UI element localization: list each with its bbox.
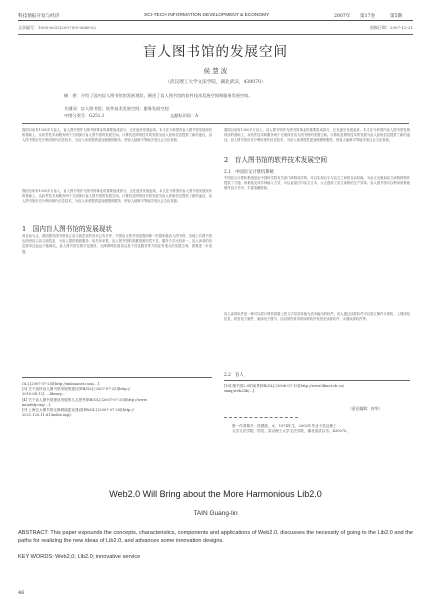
received-date: 收稿日期：2007-12-21 <box>369 25 413 30</box>
section-1-text: 到目前为止，我国建有图书馆设立盲文阅览室的省市已有多家，中国盲文图书馆是我国唯一的国家级盲人图书馆。各地公共图书馆也纷纷设立盲文阅览室，为盲人提供借阅服务。但总体来看，盲人图书馆的馆藏资源仍然不足，服务方式比较单一，盲人读者的信息需求还远远不能满足。盲人图书馆在数字化建设、无障碍网站建设以及个性化服务等方面还有很大的发展空间，需要进一步加强。 <box>22 234 212 254</box>
article-meta <box>18 25 413 32</box>
reference-entry: OL].(2007-07-25)[http://xinhuanet.com/...]. <box>22 382 100 386</box>
section-2-2-heading: 2.2 盲人 <box>224 373 244 378</box>
footnote-divider <box>22 377 212 378</box>
abstract-keywords: 关键词：盲人图书馆；软件技术发展空间；服务发展空间 <box>64 106 169 111</box>
section-2-1-text: 中国盲文计算机系统是由中国科学院有关部门研制成功的，可以实现汉字与盲文之间的自动转换，为盲文出版和盲文读物的制作提供了方便。该系统支持多种输入方式，可以直接打印盲文文本，大大提高了盲文读物的生产效率。盲人图书馆可以利用该系统制作盲文书刊，丰富馆藏资源。 <box>224 176 410 191</box>
introduction-text: 我国目前有1300多万盲人，盲人图书馆作为图书馆事业的重要组成部分，正在逐步发展起来。本文在分析国内盲人图书馆发展现状的基础上，从软件技术和服务两个方面探讨盲人图书馆的发展空间。计算机及网络技术的发展为盲人获取信息提供了新的途径，盲人图书馆应充分利用现代信息技术，为盲人读者提供更加便捷的服务，使盲人能够平等地享受社会文化资源。 <box>22 128 212 143</box>
article-number: 文章编号：1005-6033(2007)05-0046-02 <box>18 25 97 30</box>
header-volume: 第17卷 <box>360 14 376 19</box>
divider <box>224 417 298 418</box>
reference-entry: 2021.120.11.61/index.asp]. <box>22 413 72 418</box>
document-code: 文献标识码：A <box>170 113 199 118</box>
english-author: TAIN Guang-lin <box>193 510 238 517</box>
reference-entry: [3] 关于加快盲人图书馆发展的建议[EB/OL].(2007-07-25)[http:// <box>22 387 131 392</box>
header-year: 2007年 <box>334 14 351 19</box>
author-bio-line: 大学文法学院，馆员，武汉理工大学文法学院，湖北省武汉市，430070。 <box>232 429 350 434</box>
section-2-heading: 2 盲人图书馆的软件技术发展空间 <box>224 156 328 164</box>
reference-entry: [4] 关于盲人图书馆建设发展的几点思考[EB/OL].(2007-07-25)[http://www. <box>22 397 148 402</box>
section-1-heading: 1 国内盲人图书馆的发展现状 <box>22 225 112 233</box>
author-bio-line: 第一作者简介：侯慧波，女，1974年生，2002年毕业于武汉理工 <box>232 424 337 428</box>
abstract-summary: 摘 要：介绍了国内盲人图书馆的发展现状，阐述了盲人图书馆的软件技术发展空间和服务发展空间。 <box>64 93 253 98</box>
author-name: 侯 慧 波 <box>203 67 228 75</box>
reference-entry: 2010-04-12]. ...library... <box>22 392 65 397</box>
author-bio <box>232 424 412 434</box>
article-title: 盲人图书馆的发展空间 <box>143 44 288 60</box>
divider <box>22 123 409 124</box>
english-abstract: ABSTRACT: This paper expounds the concepts, characteristics, components and applications of Web2.0, discusses the necessity of going to the Lib2.0 and the paths for realizing the new ideas of Lib2.0, and advances some innovation designs. <box>18 530 414 544</box>
reference-entry: monthly.org/...]. <box>22 402 51 407</box>
author-affiliation: （武汉理工大学文法学院，湖北武汉，430070） <box>165 80 266 85</box>
column-2-text: 我国目前有1300多万盲人，盲人图书馆作为图书馆事业的重要组成部分，正在逐步发展起来。本文在分析国内盲人图书馆发展现状的基础上，从软件技术和服务两个方面探讨盲人图书馆的发展空间。计算机及网络技术的发展为盲人获取信息提供了新的途径，盲人图书馆应充分利用现代信息技术，为盲人读者提供更加便捷的服务，使盲人能够平等地享受社会文化资源。 <box>224 128 410 143</box>
section-2-1-text-continued: 盲人读屏软件是一种可以将计算机屏幕上的文字信息转换为语音输出的软件，盲人通过读屏软件可以独立操作计算机，上网浏览信息，收发电子邮件，阅读电子图书。目前国内常用的读屏软件有阳光读屏软件、永德读屏软件等。 <box>224 312 410 322</box>
reference-list-right <box>224 384 412 394</box>
introduction-text-continued: 我国目前有1300多万盲人，盲人图书馆作为图书馆事业的重要组成部分，正在逐步发展起来。本文在分析国内盲人图书馆发展现状的基础上，从软件技术和服务两个方面探讨盲人图书馆的发展空间。计算机及网络技术的发展为盲人获取信息提供了新的途径，盲人图书馆应充分利用现代信息技术，为盲人读者提供更加便捷的服务，使盲人能够平等地享受社会文化资源。 <box>22 189 212 204</box>
footnote-divider <box>224 380 410 381</box>
responsible-editor: （责任编辑：何华） <box>348 406 383 411</box>
divider <box>18 34 413 35</box>
classification-number: 中图分类号：G251.1 <box>64 113 105 118</box>
journal-name-en: SCI-TECH INFORMATION DEVELOPMENT & ECONOMY <box>144 13 270 18</box>
reference-entry: sixiq/web2lib/...]. <box>224 389 256 394</box>
page-number: 46 <box>18 590 25 596</box>
header-issue: 第5期 <box>390 14 403 19</box>
english-title: Web2.0 Will Bring about the More Harmonious Lib2.0 <box>109 489 322 499</box>
reference-entry: [5] 上海交大图书馆无障碍阅览室建设[EB/OL].(2007-07-25)[http:// <box>22 408 134 413</box>
reference-list-left <box>22 382 214 418</box>
journal-name-cn: 科技情报开发与经济 <box>18 14 60 19</box>
english-keywords: KEY WORDS: Web2.0; Lib2.0; innovative service <box>18 554 141 560</box>
reference-entry: [10] 图书馆2.0的前景[EB/OL].(2006-07-15)[http://www.libnet.sh.cn/ <box>224 384 345 388</box>
running-header <box>18 12 413 21</box>
section-2-1-heading: 2.1 中国盲文计算机系统 <box>224 170 274 175</box>
